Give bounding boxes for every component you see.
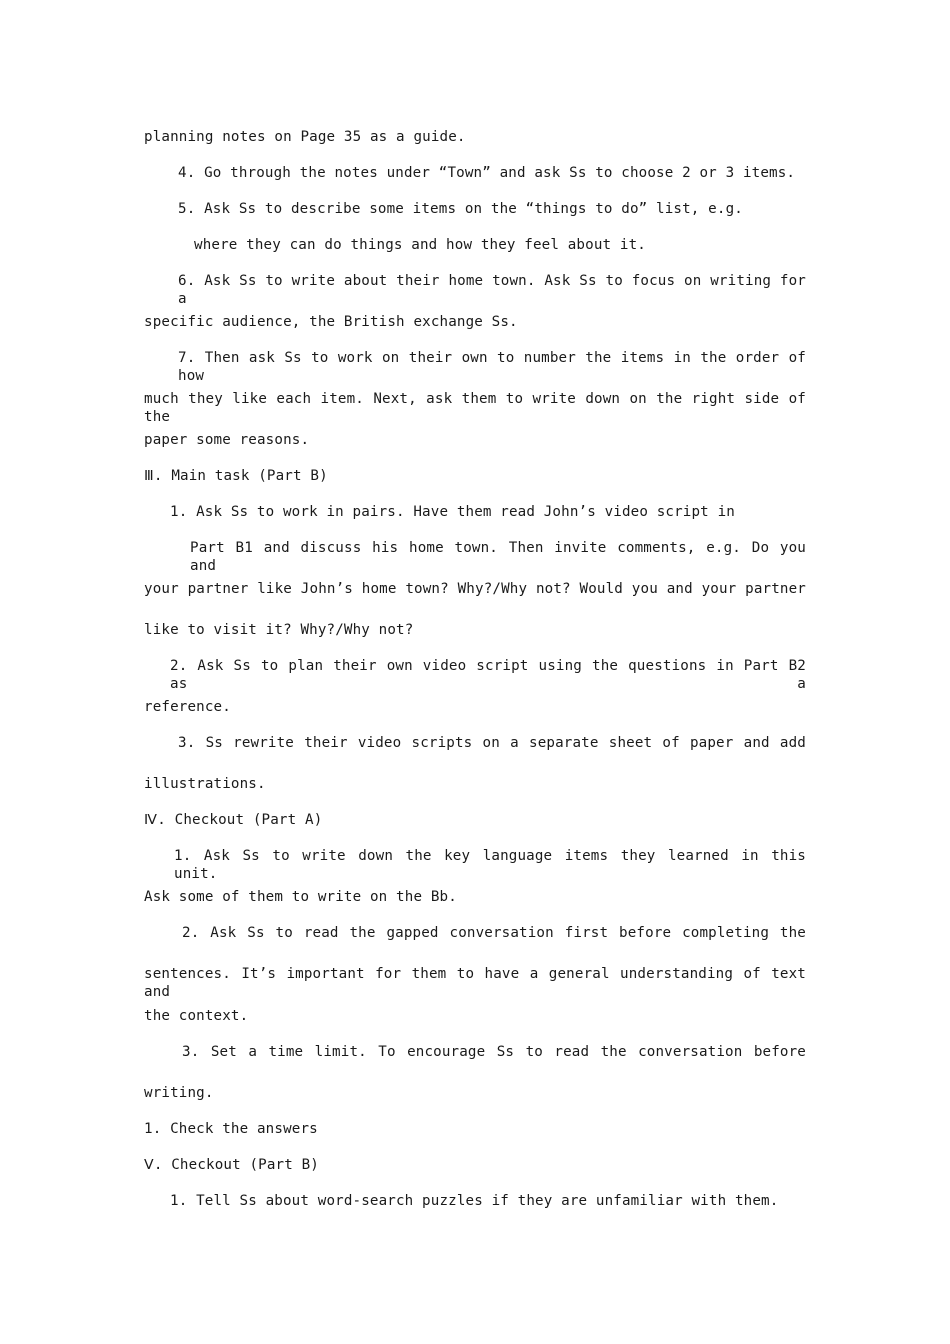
text-line: Part B1 and discuss his home town. Then invite comments, e.g. Do you and xyxy=(190,540,806,574)
text-line: illustrations. xyxy=(144,776,266,792)
list-item: 7. Then ask Ss to work on their own to number the items in the order of how xyxy=(178,350,806,384)
list-item: 1. Tell Ss about word-search puzzles if they are unfamiliar with them. xyxy=(170,1193,779,1209)
list-item: 1. Check the answers xyxy=(144,1121,318,1137)
list-item: 1. Ask Ss to work in pairs. Have them read John’s video script in xyxy=(170,504,735,520)
list-item: 5. Ask Ss to describe some items on the “things to do” list, e.g. xyxy=(178,201,743,217)
text-line: reference. xyxy=(144,699,231,715)
text-line: sentences. It’s important for them to have a general understanding of text and xyxy=(144,966,806,1000)
list-item: 2. Ask Ss to plan their own video script using the questions in Part B2 as a xyxy=(170,658,806,692)
text-line: much they like each item. Next, ask them to write down on the right side of the xyxy=(144,391,806,425)
text-line: writing. xyxy=(144,1085,214,1101)
section-heading: Ⅳ. Checkout (Part A) xyxy=(144,812,323,828)
text-line: paper some reasons. xyxy=(144,432,310,448)
text-line: planning notes on Page 35 as a guide. xyxy=(144,129,466,145)
text-line: where they can do things and how they feel about it. xyxy=(194,237,646,253)
list-item: 6. Ask Ss to write about their home town. Ask Ss to focus on writing for a xyxy=(178,273,806,307)
text-line: your partner like John’s home town? Why?/Why not? Would you and your partner xyxy=(144,581,806,597)
text-line: like to visit it? Why?/Why not? xyxy=(144,622,414,638)
text-line: specific audience, the British exchange Ss. xyxy=(144,314,518,330)
list-item: 2. Ask Ss to read the gapped conversation first before completing the xyxy=(182,925,806,941)
list-item: 3. Set a time limit. To encourage Ss to read the conversation before xyxy=(182,1044,806,1060)
text-line: the context. xyxy=(144,1008,249,1024)
section-heading: Ⅴ. Checkout (Part B) xyxy=(144,1157,319,1173)
list-item: 4. Go through the notes under “Town” and ask Ss to choose 2 or 3 items. xyxy=(178,165,796,181)
list-item: 3. Ss rewrite their video scripts on a separate sheet of paper and add xyxy=(178,735,806,751)
section-heading: Ⅲ. Main task (Part B) xyxy=(144,468,328,484)
list-item: 1. Ask Ss to write down the key language items they learned in this unit. xyxy=(174,848,806,882)
text-line: Ask some of them to write on the Bb. xyxy=(144,889,457,905)
